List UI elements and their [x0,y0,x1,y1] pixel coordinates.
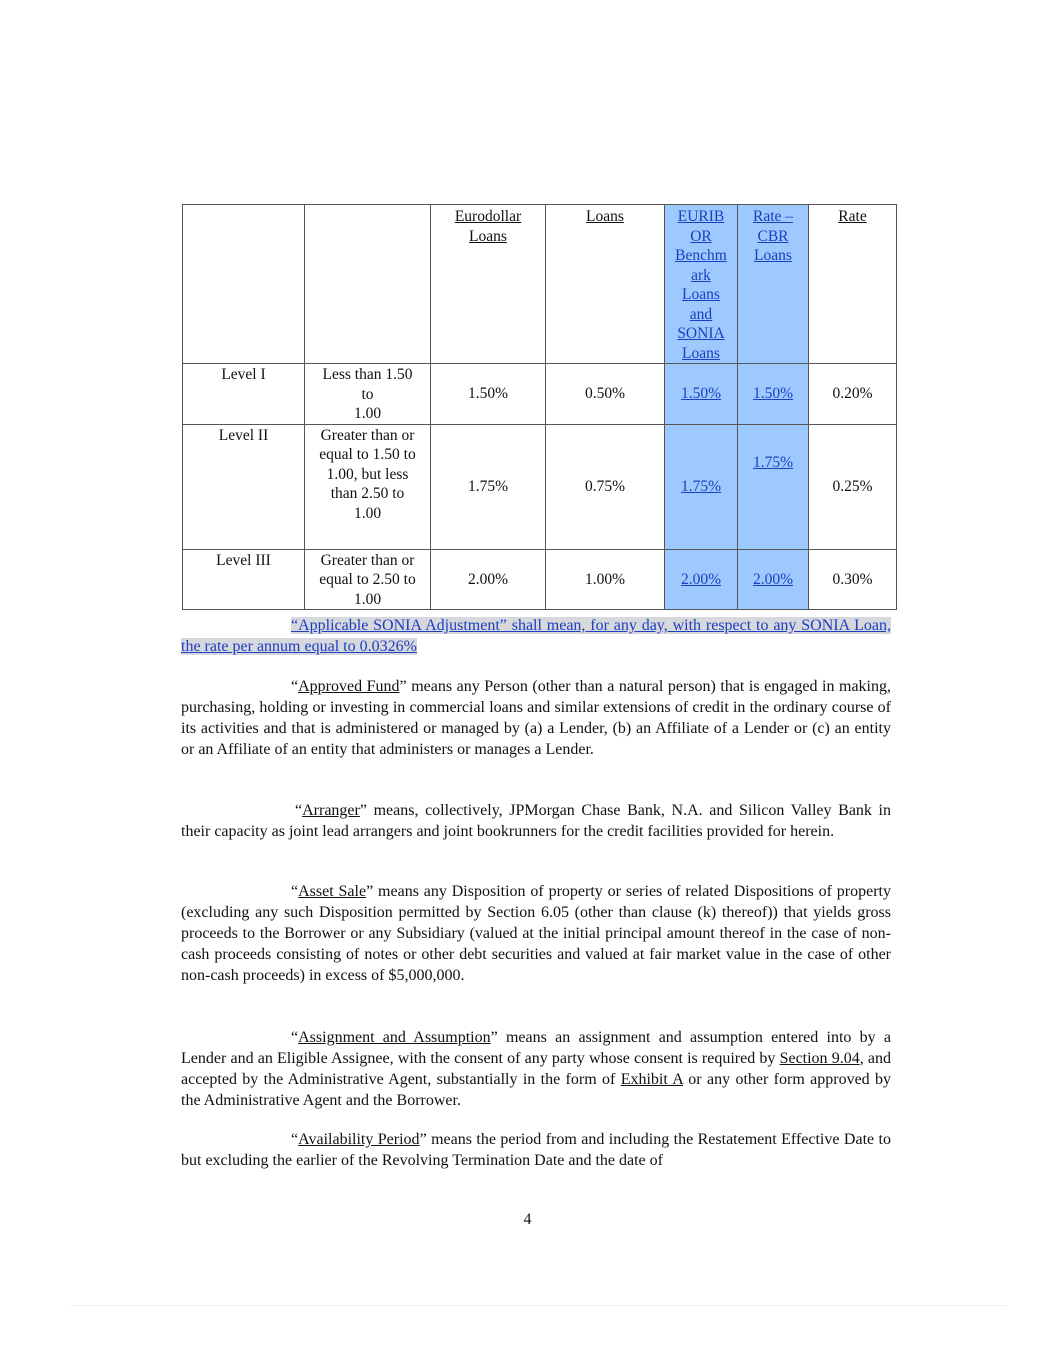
pricing-grid-table [182,204,897,610]
eurodollar-value: 1.50% [431,364,546,425]
cbr-value: 1.75% [738,424,809,549]
euribor-value: 1.75% [665,424,738,549]
loans-value: 0.75% [546,424,665,549]
loans-value: 0.50% [546,364,665,425]
header-cell-level [183,205,305,364]
definition-arranger: “Arranger” means, collectively, JPMorgan Chase Bank, N.A. and Silicon Valley Bank in their capacity as joint lead arrangers and joint bookrunners for the credit facilities provided for herein. [181,802,891,840]
level-cell: Level III [183,549,305,610]
definition-asset-sale: “Asset Sale” means any Disposition of property or series of related Dispositions of property (excluding any such Disposition permitted by Section 6.05 (other than clause (k) thereof)) that yields gross proceeds to the Borrower or any Subsidiary (valued at the initial principal amount thereof in the case of non-cash proceeds consisting of notes or other debt securities and valued at fair market value in the case of other non-cash proceeds) in excess of $5,000,000. [181,883,891,984]
cbr-value: 1.50% [738,364,809,425]
page-number: 4 [523,1211,532,1228]
sonia-adjustment-text[interactable]: “Applicable SONIA Adjustment” shall mean, for any day, with respect to any SONIA Loan, the rate per annum equal to 0.0326% [181,617,891,655]
table-row [183,424,897,549]
term-approved-fund: Approved Fund [298,678,400,695]
table-row [183,549,897,610]
ratio-cell: Greater than or equal to 2.50 to 1.00 [305,549,431,610]
header-cell-eurodollar: Eurodollar Loans [431,205,546,364]
header-cell-ratio [305,205,431,364]
euribor-value: 1.50% [665,364,738,425]
level-cell: Level II [183,424,305,549]
eurodollar-value: 1.75% [431,424,546,549]
header-cell-loans: Loans [546,205,665,364]
rate-value: 0.30% [809,549,897,610]
ratio-cell: Greater than or equal to 1.50 to 1.00, but less than 2.50 to 1.00 [305,424,431,549]
definition-assignment-and-assumption: “Assignment and Assumption” means an assignment and assumption entered into by a Lender and an Eligible Assignee, with the consent of any party whose consent is required by Section 9.04, and accepted by the Administrative Agent, substantially in the form of Exhibit A or any other form approved by the Administrative Agent and the Borrower. [181,1029,892,1109]
term-availability-period: Availability Period [298,1131,420,1148]
exhibit-reference: Exhibit A [620,1071,683,1088]
table-row [183,364,897,425]
section-reference: Section 9.04 [779,1050,860,1067]
euribor-value: 2.00% [665,549,738,610]
term-asset-sale: Asset Sale [298,883,367,900]
header-cell-rate: Rate [809,205,897,364]
eurodollar-value: 2.00% [431,549,546,610]
definition-approved-fund: “Approved Fund” means any Person (other than a natural person) that is engaged in making, purchasing, holding or investing in commercial loans and similar extensions of credit in the ordinary course of its activities and that is administered or managed by (a) a Lender, (b) an Affiliate of a Lender or (c) an entity or an Affiliate of an entity that administers or manages a Lender. [181,678,891,758]
definition-availability-period: “Availability Period” means the period from and including the Restatement Effective Date to but excluding the earlier of the Revolving Termination Date and the date of [181,1131,892,1169]
table-header-row [183,205,897,364]
header-cell-euribor-sonia: EURIB OR Benchm ark Loans and SONIA Loans [665,205,738,364]
cbr-value: 2.00% [738,549,809,610]
term-assignment-and-assumption: Assignment and Assumption [298,1029,491,1046]
rate-value: 0.20% [809,364,897,425]
rate-value: 0.25% [809,424,897,549]
header-cell-cbr: Rate – CBR Loans [738,205,809,364]
level-cell: Level I [183,364,305,425]
definition-applicable-sonia-adjustment [181,615,891,657]
page-bottom-divider [70,1305,1007,1306]
term-arranger: Arranger [302,802,360,819]
loans-value: 1.00% [546,549,665,610]
ratio-cell: Less than 1.50 to 1.00 [305,364,431,425]
